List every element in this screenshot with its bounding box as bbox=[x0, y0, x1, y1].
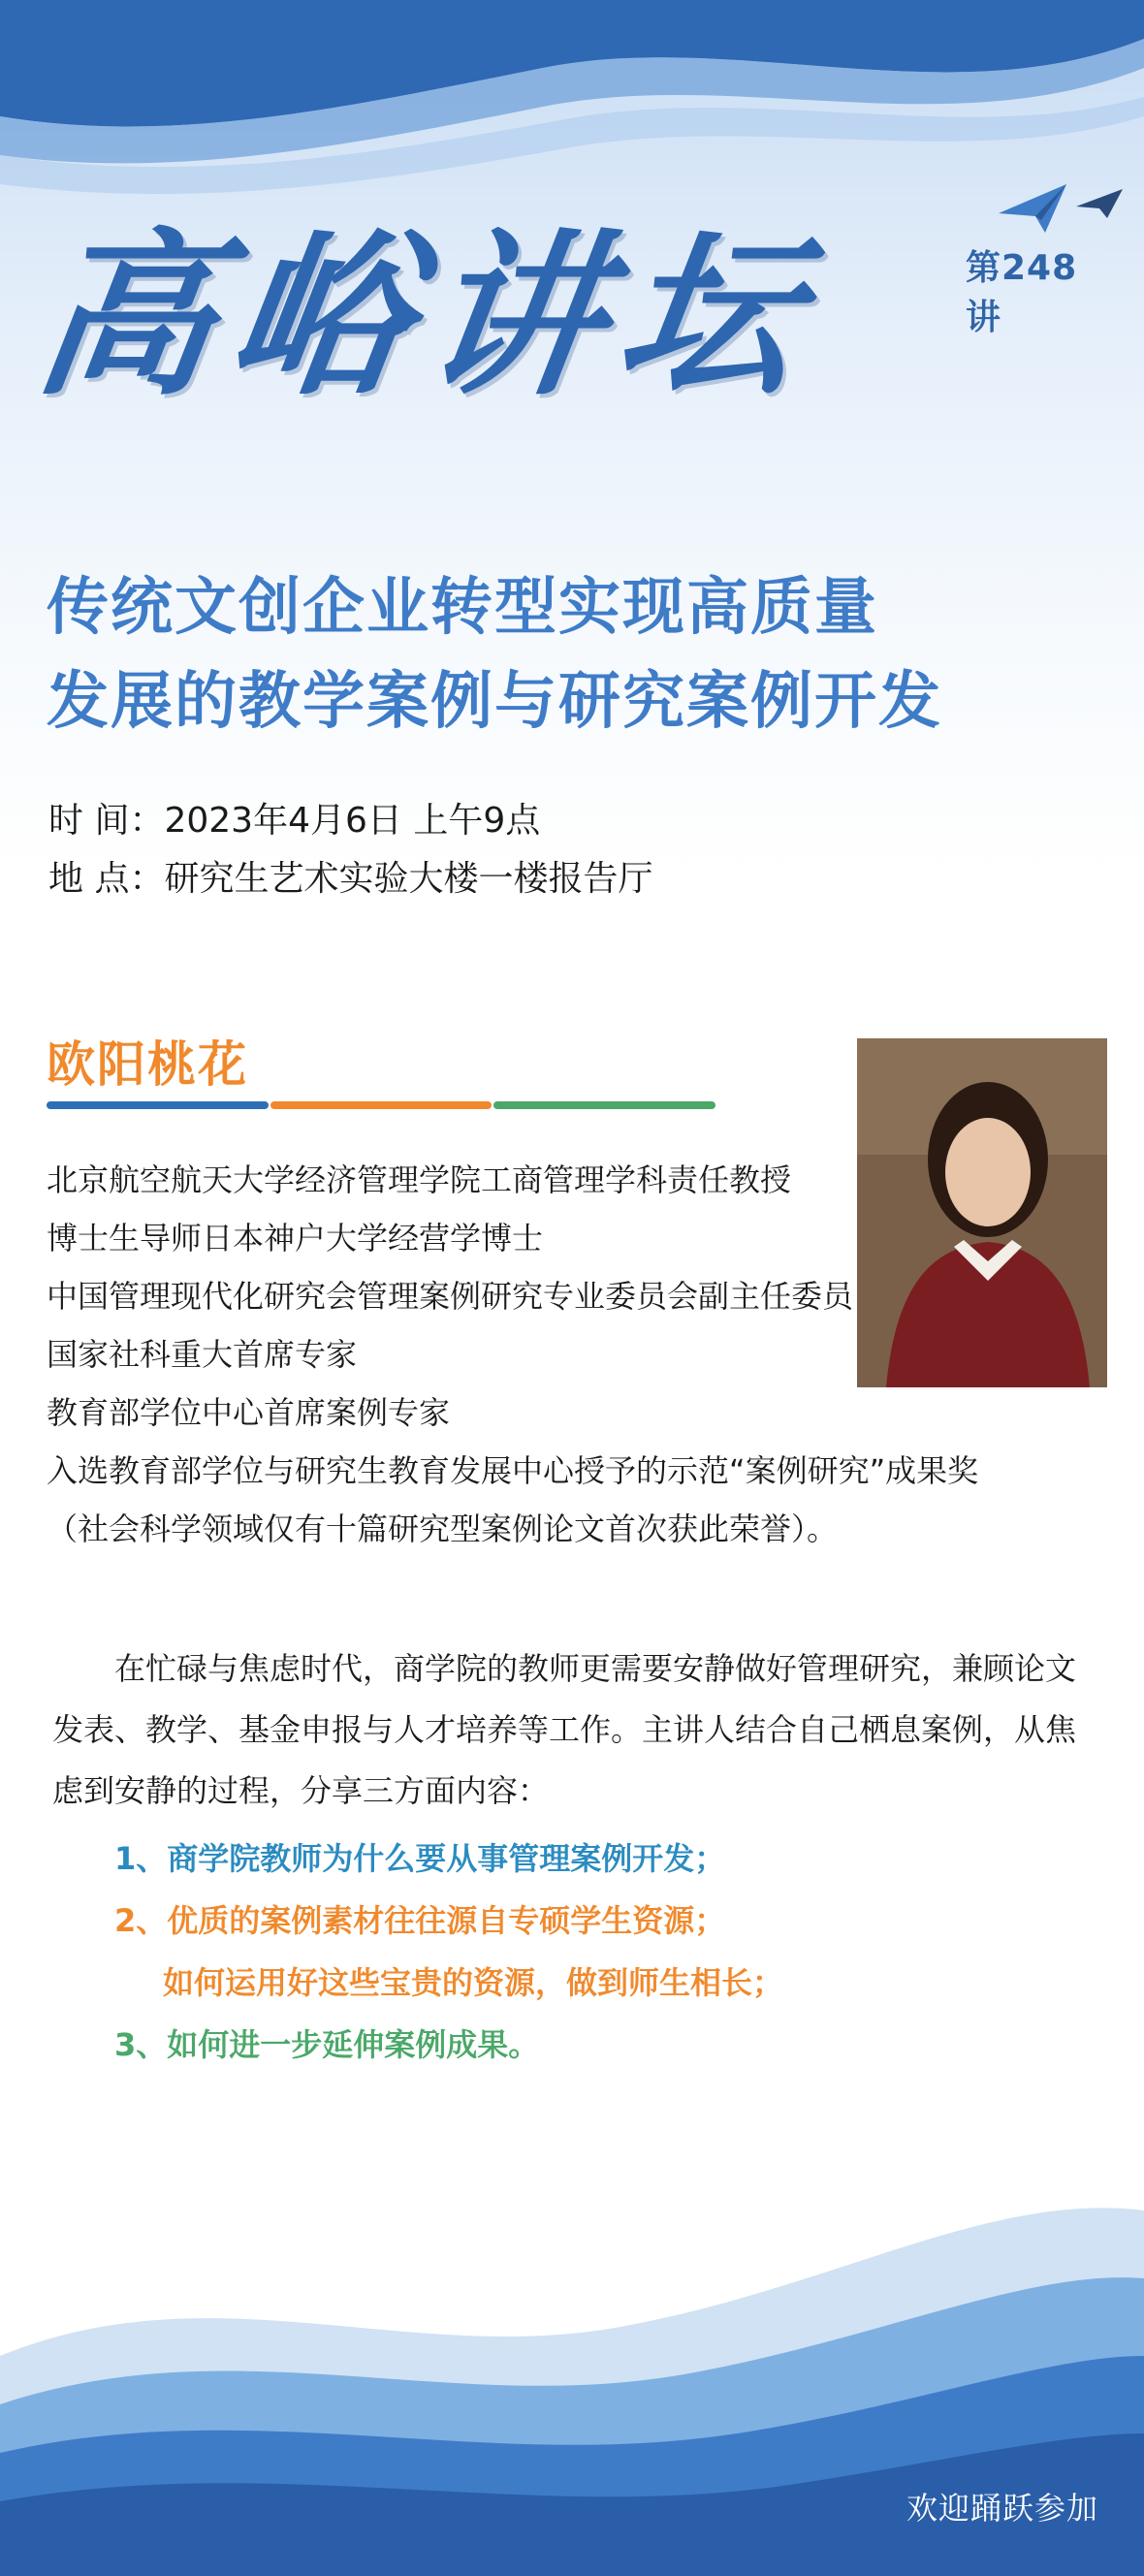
place-value: 研究生艺术实验大楼一楼报告厅 bbox=[164, 859, 653, 899]
point-3: 3、如何进一步延伸案例成果。 bbox=[114, 2026, 540, 2063]
bio-line: 教育部学位中心首席案例专家 bbox=[47, 1394, 451, 1431]
topic-title-line-2: 发展的教学案例与研究案例开发 bbox=[47, 666, 942, 738]
bio-line: 博士生导师日本神户大学经营学博士 bbox=[47, 1220, 544, 1256]
bio-line: 入选教育部学位与研究生教育发展中心授予的示范“案例研究”成果奖 bbox=[47, 1452, 979, 1489]
point-2-continued: 如何运用好这些宝贵的资源，做到师生相长； bbox=[163, 1964, 784, 2001]
intro-paragraph bbox=[52, 1638, 1080, 1822]
tricolor-divider bbox=[47, 1101, 715, 1109]
event-place bbox=[48, 851, 1018, 901]
time-value: 2023年4月6日 上午9点 bbox=[164, 801, 541, 841]
intro-line-1: 在忙碌与焦虑时代，商学院的教师更需要安静做好管理研究，兼顾论文 bbox=[114, 1650, 1077, 1687]
topic-title-line-1: 传统文创企业转型实现高质量 bbox=[47, 572, 878, 644]
event-time bbox=[48, 793, 1018, 843]
bio-line: 国家社科重大首席专家 bbox=[47, 1336, 358, 1373]
speaker-name: 欧阳桃花 bbox=[47, 1036, 248, 1093]
intro-line-2: 发表、教学、基金申报与人才培养等工作。主讲人结合自己栖息案例，从焦 bbox=[52, 1711, 1077, 1748]
lecture-number: 第248讲 bbox=[966, 248, 1078, 337]
point-2: 2、优质的案例素材往往源自专硕学生资源； bbox=[114, 1902, 726, 1939]
bio-line: （社会科学领域仅有十篇研究型案例论文首次获此荣誉）。 bbox=[47, 1511, 839, 1547]
intro-line-3: 虑到安静的过程，分享三方面内容： bbox=[52, 1772, 550, 1809]
bio-line: 北京航空航天大学经济管理学院工商管理学科责任教授 bbox=[47, 1161, 792, 1198]
bio-line: 中国管理现代化研究会管理案例研究专业委员会副主任委员 bbox=[47, 1278, 854, 1315]
place-label: 地 点： bbox=[48, 859, 165, 899]
paper-plane-icon bbox=[999, 179, 1125, 238]
series-title: 高峪讲坛 bbox=[23, 211, 830, 419]
welcome-text: 欢迎踊跃参加 bbox=[906, 2490, 1099, 2527]
time-label: 时 间： bbox=[48, 801, 165, 841]
point-1: 1、商学院教师为什么要从事管理案例开发； bbox=[114, 1840, 726, 1877]
